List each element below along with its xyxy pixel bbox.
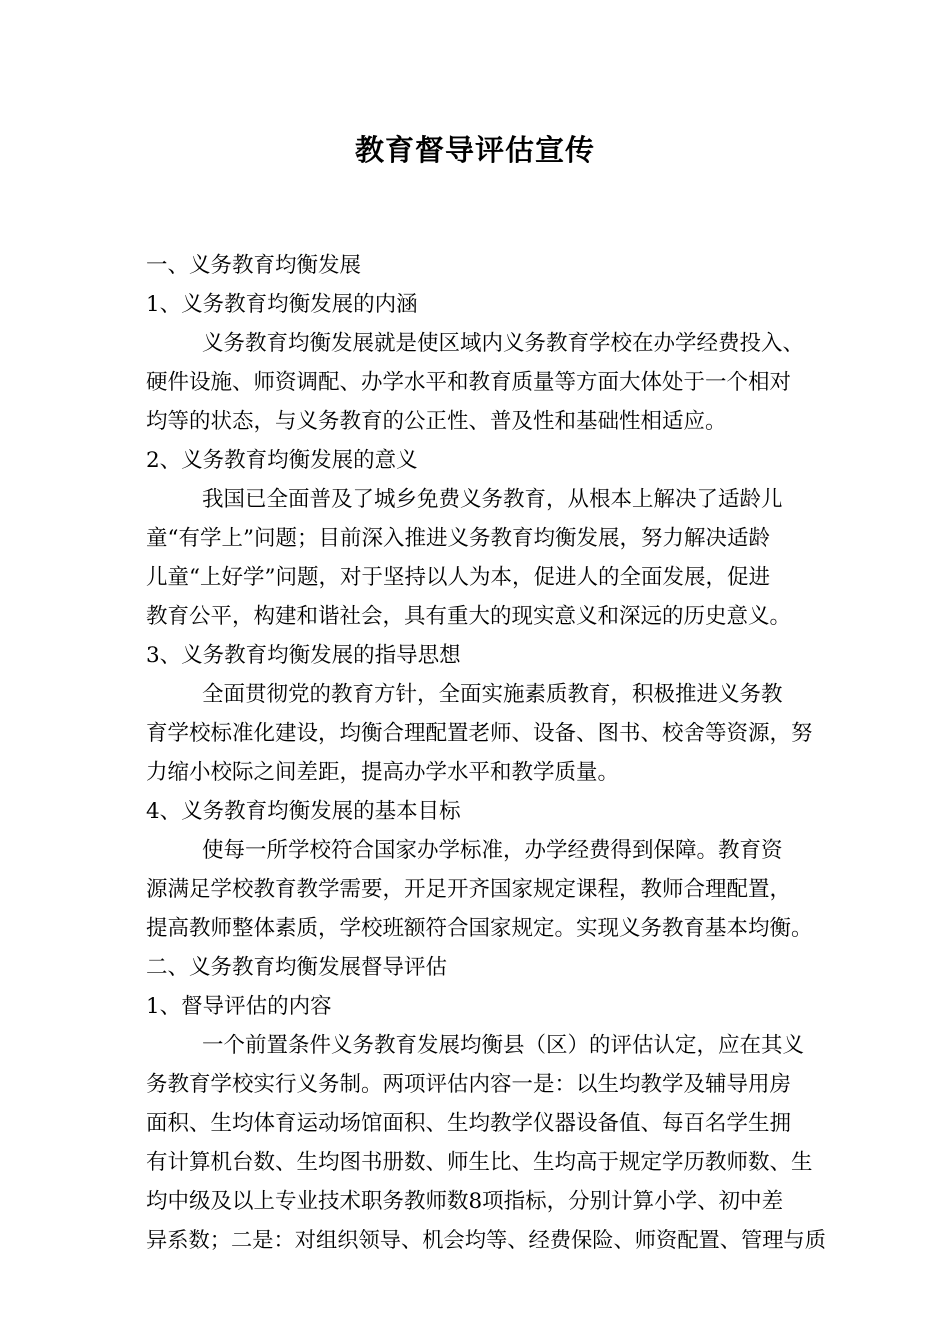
text-line: 2、义务教育均衡发展的意义: [146, 448, 418, 473]
text-line: 育学校标准化建设，均衡合理配置老师、设备、图书、校舍等资源，努: [146, 721, 813, 746]
text-line: 提高教师整体素质，学校班额符合国家规定。实现义务教育基本均衡。: [146, 916, 813, 941]
text-line: 儿童“上好学”问题，对于坚持以人为本，促进人的全面发展，促进: [146, 565, 770, 590]
text-line: 4、义务教育均衡发展的基本目标: [146, 799, 461, 824]
text-line: 异系数；二是：对组织领导、机会均等、经费保险、师资配置、管理与质: [146, 1228, 827, 1253]
text-line: 面积、生均体育运动场馆面积、生均教学仪器设备值、每百名学生拥: [146, 1111, 792, 1136]
text-line: 1、督导评估的内容: [146, 994, 332, 1019]
text-line: 均等的状态，与义务教育的公正性、普及性和基础性相适应。: [146, 409, 727, 434]
text-line: 力缩小校际之间差距，提高办学水平和教学质量。: [146, 760, 620, 785]
paragraph-first-line: 一个前置条件义务教育发展均衡县（区）的评估认定，应在其义: [202, 1033, 805, 1058]
paragraph-first-line: 全面贯彻党的教育方针，全面实施素质教育，积极推进义务教: [202, 682, 783, 707]
text-line: 源满足学校教育教学需要，开足开齐国家规定课程，教师合理配置，: [146, 877, 792, 902]
text-line: 童“有学上”问题；目前深入推进义务教育均衡发展，努力解决适龄: [146, 526, 770, 551]
text-line: 硬件设施、师资调配、办学水平和教育质量等方面大体处于一个相对: [146, 370, 792, 395]
text-line: 教育公平，构建和谐社会，具有重大的现实意义和深远的历史意义。: [146, 604, 792, 629]
text-line: 有计算机台数、生均图书册数、师生比、生均高于规定学历教师数、生: [146, 1150, 813, 1175]
text-line: 务教育学校实行义务制。两项评估内容一是：以生均教学及辅导用房: [146, 1072, 792, 1097]
paragraph-first-line: 使每一所学校符合国家办学标准，办学经费得到保障。教育资: [202, 838, 783, 863]
text-line: 一、义务教育均衡发展: [146, 253, 362, 278]
document-body: [146, 246, 826, 1260]
text-line: 二、义务教育均衡发展督导评估: [146, 955, 448, 980]
paragraph-first-line: 我国已全面普及了城乡免费义务教育，从根本上解决了适龄儿: [202, 487, 783, 512]
text-line: 3、义务教育均衡发展的指导思想: [146, 643, 461, 668]
paragraph-first-line: 义务教育均衡发展就是使区域内义务教育学校在办学经费投入、: [202, 331, 805, 356]
text-line: 均中级及以上专业技术职务教师数8项指标，分别计算小学、初中差: [146, 1189, 784, 1214]
text-line: 1、义务教育均衡发展的内涵: [146, 292, 418, 317]
document-title: 教育督导评估宣传: [354, 133, 595, 167]
